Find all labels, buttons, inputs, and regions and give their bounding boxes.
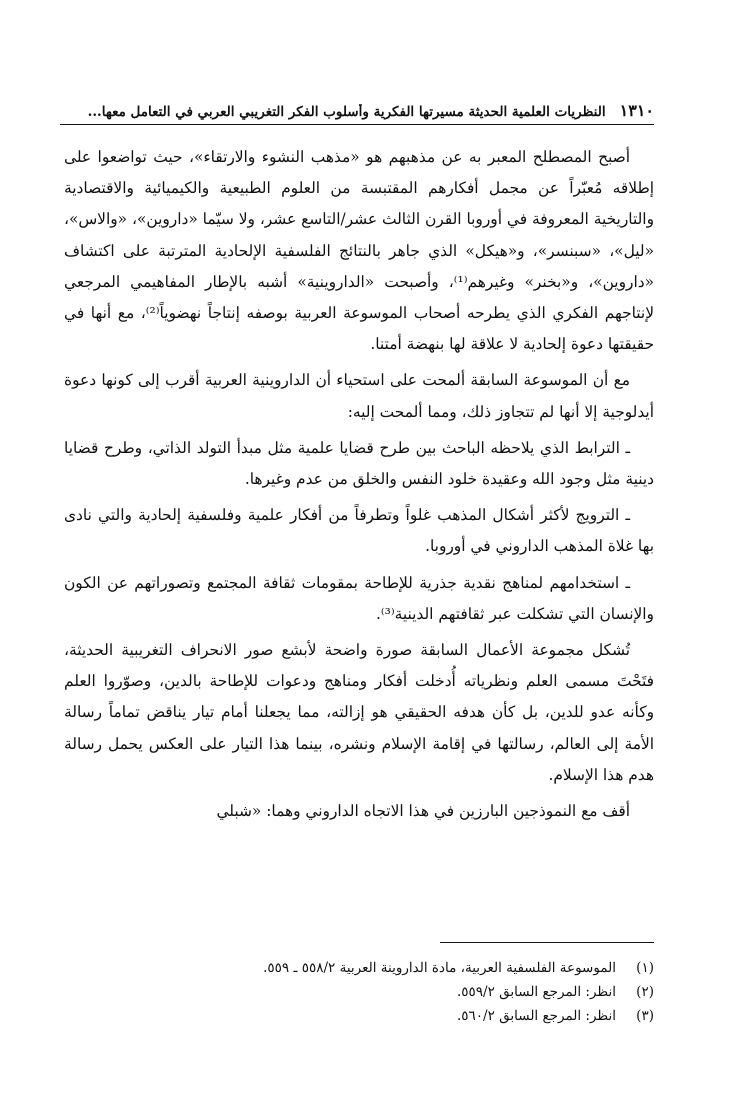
footnote-text: انظر: المرجع السابق ٥٥٩/٢. (457, 984, 616, 1000)
footnote-text: الموسوعة الفلسفية العربية، مادة الداروينة العربية ٥٥٨/٢ ـ ٥٥٩. (263, 960, 616, 976)
footnote-number: (٣) (636, 1008, 654, 1024)
footnote-number: (١) (636, 960, 654, 976)
paragraph: أصبح المصطلح المعبر به عن مذهبهم هو «مذهب النشوء والارتقاء»، حيث تواضعوا على إطلاقه مُعبّراً عن مجمل أفكارهم المقتبسة من العلوم الطبيعية والكيميائية والاقتصادية والتاريخية المعروفة في أوروبا القرن الثالث عشر/التاسع عشر، ولا سيّما «داروين»، «والاس»، «ليل»، «سبنسر»، و«هيكل» الذي جاهر بالنتائج الفلسفية الإلحادية المترتبة على اكتشاف «داروين»، و«بخنر» وغيرهم⁽¹⁾، وأصبحت «الداروينية» أشبه بالإطار المفاهيمي المرجعي لإنتاجهم الفكري الذي يطرحه أصحاب الموسوعة العربية بوصفه إنتاجاً نهضوياً⁽²⁾، مع أنها في حقيقتها دعوة إلحادية لا علاقة لها بنهضة أمتنا. (64, 148, 654, 354)
footnote-number: (٢) (636, 984, 654, 1000)
paragraph: أقف مع النموذجين البارزين في هذا الاتجاه الداروني وهما: «شبلي (216, 802, 630, 821)
paragraph: ـ استخدامهم لمناهج نقدية جذرية للإطاحة بمقومات ثقافة المجتمع وتصوراتهم عن الكون والإنسان التي تشكلت عبر ثقافتهم الدينية⁽³⁾. (64, 573, 654, 623)
main-text (64, 142, 654, 832)
footnote (150, 1004, 654, 1028)
paragraph: ـ الترويج لأكثر أشكال المذهب غلواً وتطرفاً من أفكار علمية وفلسفية إلحادية والتي نادى بها غلاة المذهب الداروني في أوروبا. (64, 506, 654, 556)
page-header (60, 92, 654, 125)
running-title: النظريات العلمية الحديثة مسيرتها الفكرية وأسلوب الفكر التغريبي العربي في التعامل معها... (87, 104, 606, 120)
paragraph: ـ الترابط الذي يلاحظه الباحث بين طرح قضايا علمية مثل مبدأ التولد الذاتي، وطرح قضايا دينية مثل وجود الله وعقيدة خلود النفس والخلق من عدم وغيرها. (64, 438, 654, 489)
footnote-text: انظر: المرجع السابق ٥٦٠/٢. (457, 1008, 616, 1024)
footnote (150, 956, 654, 980)
footnotes (150, 956, 654, 1028)
paragraph: تُشكل مجموعة الأعمال السابقة صورة واضحة لأبشع صور الانحراف التغريبية الحديثة، فتَحْتَ مسمى العلم ونظرياته أُدخلت أفكار ومناهج ودعوات للإطاحة بالدين، وصوّروا العلم وكأنه عدو للدين، بل كأن هدفه الحقيقي هو إزالته، مما يجعلنا أمام تيار يناقض تماماً رسالة الأمة إلى العالم، رسالتها في إقامة الإسلام ونشره، بينما هذا التيار على العكس يحمل رسالة هدم هذا الإسلام. (64, 641, 654, 784)
paragraph: مع أن الموسوعة السابقة ألمحت على استحياء أن الداروينية العربية أقرب إلى كونها دعوة أيدلوجية إلا أنها لم تتجاوز ذلك، ومما ألمحت إليه: (64, 371, 654, 421)
footnote-divider (440, 942, 654, 943)
footnote (150, 980, 654, 1004)
page-number: ١٣١٠ (619, 101, 654, 120)
